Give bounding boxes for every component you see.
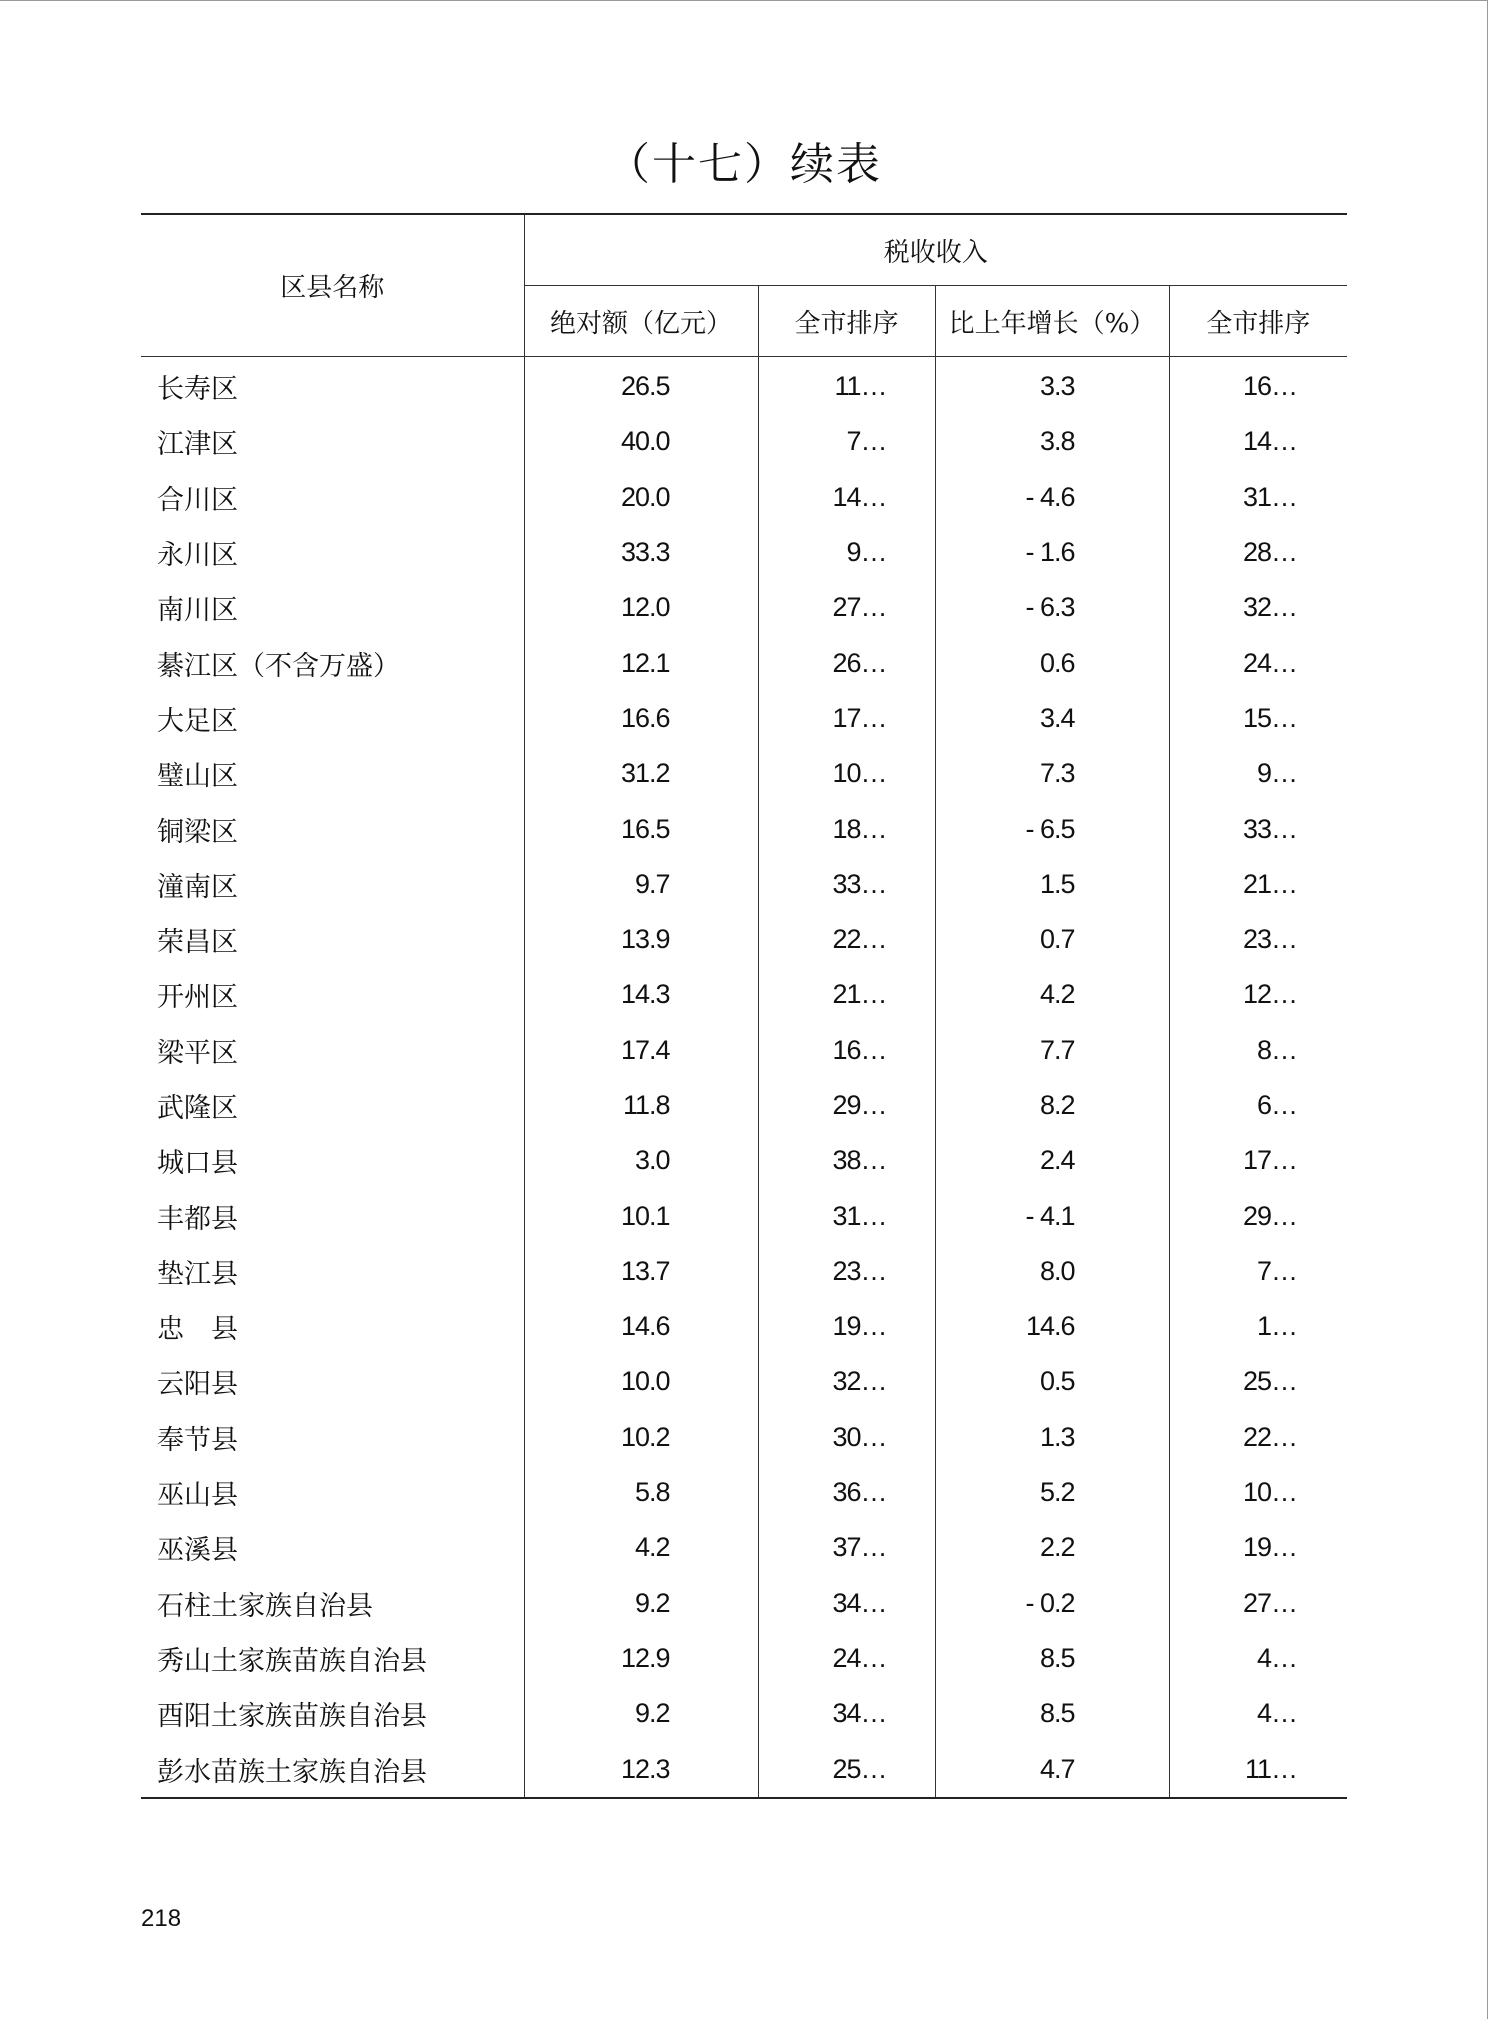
- absolute-amount-cell: 10.2: [524, 1410, 758, 1465]
- header-tax-revenue: 税收收入: [524, 214, 1347, 286]
- growth-rank-cell: 27…: [1242, 1587, 1298, 1618]
- district-name-cell: 开州区: [141, 967, 524, 1022]
- growth-rank-cell: 15…: [1242, 702, 1298, 733]
- city-rank-cell: 24…: [758, 1631, 935, 1686]
- growth-rate-cell: - 6.3: [935, 580, 1169, 635]
- city-rank-cell: 19…: [758, 1299, 935, 1354]
- district-name-cell: 大足区: [141, 691, 524, 746]
- table-row: [141, 1078, 1347, 1133]
- city-rank-cell: 36…: [758, 1465, 935, 1520]
- growth-rate-cell: 7.3: [935, 746, 1169, 801]
- table-row: [141, 1465, 1347, 1520]
- city-rank-cell: 34…: [758, 1576, 935, 1631]
- absolute-amount-cell: 14.3: [524, 967, 758, 1022]
- growth-rank-cell: 32…: [1242, 592, 1298, 623]
- growth-rate-cell: 4.2: [935, 967, 1169, 1022]
- growth-rate-cell: 2.2: [935, 1520, 1169, 1575]
- district-name-cell: 荣昌区: [141, 912, 524, 967]
- growth-rate-cell: 5.2: [935, 1465, 1169, 1520]
- growth-rank-cell: 14…: [1242, 426, 1298, 457]
- district-name-cell: 合川区: [141, 470, 524, 525]
- table-row: [141, 691, 1347, 746]
- growth-rank-cell: 19…: [1242, 1532, 1298, 1563]
- absolute-amount-cell: 3.0: [524, 1133, 758, 1188]
- district-name-cell: 秀山土家族苗族自治县: [141, 1631, 524, 1686]
- absolute-amount-cell: 11.8: [524, 1078, 758, 1133]
- growth-rate-cell: 8.5: [935, 1686, 1169, 1741]
- table-row: [141, 912, 1347, 967]
- growth-rank-cell: 22…: [1242, 1421, 1298, 1452]
- city-rank-cell: 34…: [758, 1686, 935, 1741]
- district-name-cell: 南川区: [141, 580, 524, 635]
- header-growth-rate: 比上年增长（%）: [935, 286, 1169, 357]
- table-row: [141, 635, 1347, 690]
- header-absolute-amount: 绝对额（亿元）: [524, 286, 758, 357]
- absolute-amount-cell: 5.8: [524, 1465, 758, 1520]
- growth-rank-cell: 21…: [1242, 868, 1298, 899]
- table-row: [141, 1631, 1347, 1686]
- table-row: [141, 1741, 1347, 1797]
- table-row: [141, 1686, 1347, 1741]
- district-name-cell: 奉节县: [141, 1410, 524, 1465]
- growth-rank-cell: 9…: [1256, 758, 1298, 789]
- table-row: [141, 1410, 1347, 1465]
- growth-rate-cell: - 4.6: [935, 470, 1169, 525]
- district-name-cell: 巫溪县: [141, 1520, 524, 1575]
- growth-rate-cell: - 6.5: [935, 801, 1169, 856]
- growth-rate-cell: 0.6: [935, 635, 1169, 690]
- district-name-cell: 綦江区（不含万盛）: [141, 635, 524, 690]
- growth-rate-cell: 3.8: [935, 414, 1169, 469]
- district-name-cell: 巫山县: [141, 1465, 524, 1520]
- city-rank-cell: 17…: [758, 691, 935, 746]
- district-name-cell: 梁平区: [141, 1023, 524, 1078]
- absolute-amount-cell: 14.6: [524, 1299, 758, 1354]
- city-rank-cell: 37…: [758, 1520, 935, 1575]
- growth-rank-cell: 16…: [1242, 371, 1298, 402]
- city-rank-cell: 7…: [758, 414, 935, 469]
- tax-revenue-table: [141, 213, 1347, 1799]
- district-name-cell: 潼南区: [141, 857, 524, 912]
- district-name-cell: 垫江县: [141, 1244, 524, 1299]
- table-row: [141, 1354, 1347, 1409]
- table-row: [141, 746, 1347, 801]
- city-rank-cell: 22…: [758, 912, 935, 967]
- absolute-amount-cell: 13.9: [524, 912, 758, 967]
- table-title: （十七）续表: [606, 139, 882, 190]
- city-rank-cell: 23…: [758, 1244, 935, 1299]
- page-number: 218: [141, 1905, 182, 1932]
- absolute-amount-cell: 9.2: [524, 1576, 758, 1631]
- city-rank-cell: 27…: [758, 580, 935, 635]
- growth-rank-cell: 31…: [1242, 481, 1298, 512]
- table-header: [141, 214, 1347, 357]
- absolute-amount-cell: 17.4: [524, 1023, 758, 1078]
- city-rank-cell: 18…: [758, 801, 935, 856]
- header-district-name: 区县名称: [141, 214, 524, 357]
- district-name-cell: 丰都县: [141, 1188, 524, 1243]
- table-row: [141, 1188, 1347, 1243]
- growth-rate-cell: - 4.1: [935, 1188, 1169, 1243]
- district-name-cell: 铜梁区: [141, 801, 524, 856]
- growth-rank-cell: 7…: [1256, 1255, 1298, 1286]
- table-body: [141, 357, 1347, 1798]
- growth-rate-cell: 8.0: [935, 1244, 1169, 1299]
- district-name-cell: 云阳县: [141, 1354, 524, 1409]
- growth-rank-cell: 4…: [1256, 1642, 1298, 1673]
- growth-rank-cell: 11…: [1169, 1741, 1347, 1797]
- absolute-amount-cell: 9.7: [524, 857, 758, 912]
- growth-rank-cell: 17…: [1242, 1145, 1298, 1176]
- growth-rate-cell: 0.7: [935, 912, 1169, 967]
- city-rank-cell: 31…: [758, 1188, 935, 1243]
- district-name-cell: 忠 县: [141, 1299, 524, 1354]
- table-row: [141, 1520, 1347, 1575]
- table-row: [141, 1133, 1347, 1188]
- growth-rate-cell: 3.4: [935, 691, 1169, 746]
- absolute-amount-cell: 12.1: [524, 635, 758, 690]
- table-row: [141, 1023, 1347, 1078]
- absolute-amount-cell: 16.6: [524, 691, 758, 746]
- table-row: [141, 1576, 1347, 1631]
- absolute-amount-cell: 12.3: [524, 1741, 758, 1797]
- growth-rank-cell: 10…: [1242, 1477, 1298, 1508]
- table-row: [141, 525, 1347, 580]
- absolute-amount-cell: 13.7: [524, 1244, 758, 1299]
- absolute-amount-cell: 31.2: [524, 746, 758, 801]
- city-rank-cell: 38…: [758, 1133, 935, 1188]
- growth-rate-cell: 1.5: [935, 857, 1169, 912]
- table-row: [141, 470, 1347, 525]
- absolute-amount-cell: 12.0: [524, 580, 758, 635]
- table-row: [141, 857, 1347, 912]
- growth-rate-cell: 8.5: [935, 1631, 1169, 1686]
- district-name-cell: 长寿区: [141, 357, 524, 415]
- absolute-amount-cell: 33.3: [524, 525, 758, 580]
- absolute-amount-cell: 12.9: [524, 1631, 758, 1686]
- growth-rank-cell: 4…: [1256, 1698, 1298, 1729]
- absolute-amount-cell: 20.0: [524, 470, 758, 525]
- table-row: [141, 357, 1347, 415]
- table-row: [141, 1299, 1347, 1354]
- district-name-cell: 城口县: [141, 1133, 524, 1188]
- growth-rank-cell: 1…: [1256, 1311, 1298, 1342]
- district-name-cell: 石柱土家族自治县: [141, 1576, 524, 1631]
- absolute-amount-cell: 9.2: [524, 1686, 758, 1741]
- growth-rate-cell: 7.7: [935, 1023, 1169, 1078]
- city-rank-cell: 9…: [758, 525, 935, 580]
- city-rank-cell: 14…: [758, 470, 935, 525]
- table-row: [141, 967, 1347, 1022]
- growth-rate-cell: 14.6: [935, 1299, 1169, 1354]
- city-rank-cell: 30…: [758, 1410, 935, 1465]
- growth-rank-cell: 29…: [1242, 1200, 1298, 1231]
- growth-rate-cell: - 0.2: [935, 1576, 1169, 1631]
- city-rank-cell: 16…: [758, 1023, 935, 1078]
- growth-rank-cell: 33…: [1242, 813, 1298, 844]
- header-city-rank: 全市排序: [758, 286, 935, 357]
- absolute-amount-cell: 26.5: [524, 357, 758, 415]
- district-name-cell: 永川区: [141, 525, 524, 580]
- district-name-cell: 彭水苗族土家族自治县: [141, 1741, 524, 1797]
- growth-rank-cell: 23…: [1242, 924, 1298, 955]
- city-rank-cell: 32…: [758, 1354, 935, 1409]
- growth-rate-cell: 1.3: [935, 1410, 1169, 1465]
- city-rank-cell: 21…: [758, 967, 935, 1022]
- table-row: [141, 1244, 1347, 1299]
- growth-rank-cell: 12…: [1242, 979, 1298, 1010]
- city-rank-cell: 10…: [758, 746, 935, 801]
- growth-rank-cell: 8…: [1256, 1034, 1298, 1065]
- table-row: [141, 414, 1347, 469]
- city-rank-cell: 25…: [758, 1741, 935, 1797]
- page-top-border: [0, 0, 1488, 1]
- growth-rate-cell: 2.4: [935, 1133, 1169, 1188]
- absolute-amount-cell: 10.1: [524, 1188, 758, 1243]
- absolute-amount-cell: 10.0: [524, 1354, 758, 1409]
- table-row: [141, 580, 1347, 635]
- growth-rate-cell: 4.7: [935, 1741, 1169, 1797]
- district-name-cell: 江津区: [141, 414, 524, 469]
- city-rank-cell: 33…: [758, 857, 935, 912]
- city-rank-cell: 11…: [758, 357, 935, 415]
- growth-rank-cell: 6…: [1256, 1090, 1298, 1120]
- growth-rate-cell: - 1.6: [935, 525, 1169, 580]
- growth-rate-cell: 8.2: [935, 1078, 1169, 1133]
- growth-rate-cell: 3.3: [935, 357, 1169, 415]
- district-name-cell: 璧山区: [141, 746, 524, 801]
- growth-rate-cell: 0.5: [935, 1354, 1169, 1409]
- absolute-amount-cell: 40.0: [524, 414, 758, 469]
- header-growth-rank: 全市排序: [1169, 286, 1347, 357]
- growth-rank-cell: 28…: [1242, 537, 1298, 568]
- growth-rank-cell: 25…: [1242, 1366, 1298, 1397]
- table-row: [141, 801, 1347, 856]
- city-rank-cell: 29…: [758, 1078, 935, 1133]
- city-rank-cell: 26…: [758, 635, 935, 690]
- growth-rank-cell: 24…: [1242, 647, 1298, 678]
- absolute-amount-cell: 4.2: [524, 1520, 758, 1575]
- absolute-amount-cell: 16.5: [524, 801, 758, 856]
- district-name-cell: 酉阳土家族苗族自治县: [141, 1686, 524, 1741]
- district-name-cell: 武隆区: [141, 1078, 524, 1133]
